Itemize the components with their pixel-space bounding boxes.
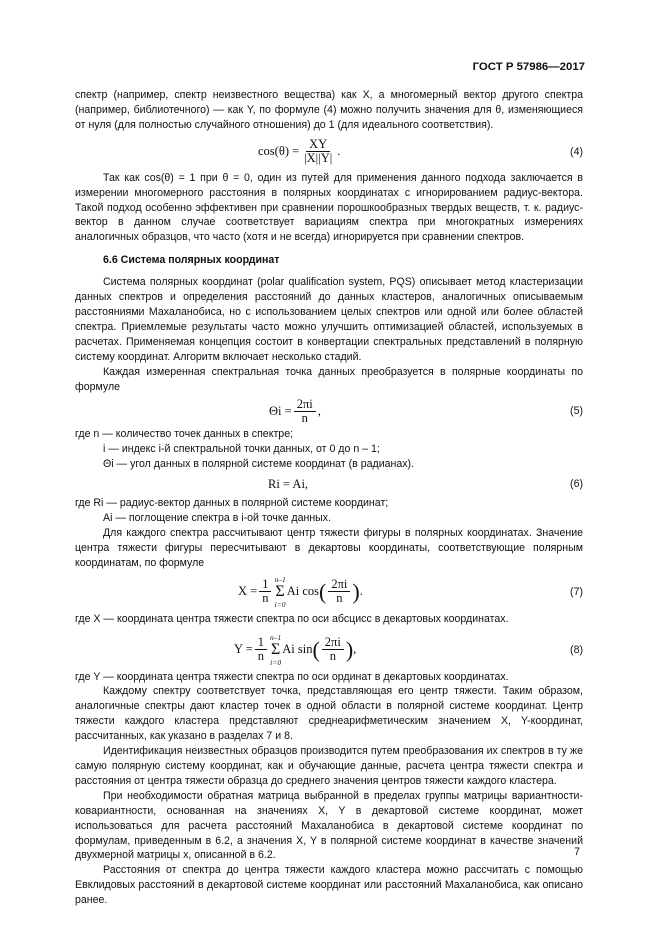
- paragraph-1: спектр (например, спектр неизвестного вещества) как X, а многомерный вектор другого спектра (например, библиотечного) — как Y, по формуле (4) можно получить значения для θ, изменяющиеся от нуля (для полностью случайного отношения) до 1 (для идеального соответствия).: [75, 89, 583, 131]
- paragraph-3: Система полярных координат (polar qualification system, PQS) описывает метод кластеризации данных спектров и определения расстояний до данных кластеров, аналогичных описываемым расстояниями Махаланобиса, но с использованием целых спектров или одной или более областей спектра. Приемлемые результаты часто можно улучшить оптимизацией областей, используемых в расчетах. Применяемая концепция состоит в конвертации спектральных представлений в полярную систему координат. Алгоритм включает несколько стадий.: [75, 276, 583, 363]
- formula-7-arg-den: n: [336, 591, 343, 606]
- where-6-line-2: Ai — поглощение спектра в i-ой точке данных.: [103, 512, 332, 525]
- formula-8-tail: ,: [353, 642, 357, 657]
- standard-header: ГОСТ Р 57986—2017: [472, 61, 585, 73]
- formula-6-number: (6): [570, 478, 583, 491]
- formula-8-sum: n–1 Σ i=0: [270, 632, 282, 667]
- formula-5-numerator: 2πi: [294, 398, 316, 412]
- formula-5: [75, 396, 583, 426]
- formula-8-arg-den: n: [329, 649, 336, 664]
- formula-7-sum-top: n–1: [274, 574, 286, 584]
- where-5-line-3: Θi — угол данных в полярной системе координат (в радианах).: [103, 458, 415, 471]
- formula-8-sum-bottom: i=0: [270, 657, 282, 667]
- formula-8-coef-den: n: [257, 649, 264, 664]
- paragraph-8: При необходимости обратная матрица выбранной в пределах группы матрицы вариантности-ковариантности, основанная на значениях X, Y в декартовой системе координат, может использоваться для расчета расстояний Махаланобиса в декартовой системе координат по формулам, приведенным в 6.2, а значения X, Y в полярной системе координат в качестве значений двухмерной матрицы x, описанной в 6.2.: [75, 789, 583, 862]
- paragraph-6: Каждому спектру соответствует точка, представляющая его центр тяжести. Таким образом, аналогичные спектры дают кластер точек в одной области в полярной системе координат. Центр тяжести каждого кластера представляют среднеарифметическим значением X, Y-координат, рассчитанных, как указано в разделах 7 и 8.: [75, 685, 583, 743]
- formula-7-arg-num: 2πi: [328, 578, 350, 592]
- formula-4-numerator: XY: [306, 138, 330, 152]
- formula-5-lhs: Θi =: [269, 403, 292, 418]
- section-heading: 6.6 Система полярных координат: [103, 254, 280, 267]
- formula-7: X = $\frac{1}{n}$ n–1 Σ i=0 Ai cos ( $\frac{2\pi i}{n}$ ) . (7): [238, 574, 583, 609]
- where-6-line-1: где Ri — радиус-вектор данных в полярной системе координат;: [75, 497, 389, 510]
- formula-7-sum: n–1 Σ i=0: [274, 574, 286, 609]
- page-body: [75, 0, 583, 908]
- formula-8-coef-num: 1: [255, 636, 267, 650]
- formula-5-tail: ,: [317, 403, 321, 418]
- paragraph-4: Каждая измеренная спектральная точка данных преобразуется в полярные координаты по формуле: [75, 365, 583, 393]
- where-8: где Y — координата центра тяжести спектра по оси ординат в декартовых координатах.: [75, 670, 509, 683]
- formula-6: [75, 472, 583, 496]
- formula-8-lhs: Y =: [234, 642, 253, 657]
- formula-4-tail: .: [337, 144, 341, 159]
- page-number: 7: [574, 846, 580, 858]
- where-7: где X — координата центра тяжести спектра по оси абсцисс в декартовых координатах.: [75, 612, 509, 625]
- formula-7-sum-bottom: i=0: [274, 599, 286, 609]
- formula-7-number: (7): [570, 585, 583, 598]
- formula-4-lhs: cos(θ) =: [258, 144, 300, 159]
- formula-5-number: (5): [570, 405, 583, 418]
- formula-8: Y = $\frac{1}{n}$ n–1 Σ i=0 Ai sin ( $\frac{2\pi i}{n}$ ) , (8): [234, 632, 583, 667]
- formula-6-expr: Ri = Ai,: [268, 476, 309, 491]
- paragraph-2: Так как cos(θ) = 1 при θ = 0, один из путей для применения данного подхода заключается в измерении многомерного расстояния в полярных координатах с игнорированием радиус-вектора. Такой подход особенно эффективен при сравнении порошкообразных твердых веществ, т. к. радиус-вектор в данном случае соответствует вариациям спектра при многократных измерениях аналогичных образцов, что часто (хотя и не всегда) игнорируется при сравнении спектров.: [75, 171, 583, 244]
- formula-8-term: Ai sin: [282, 642, 313, 657]
- where-5-line-1: где n — количество точек данных в спектре;: [75, 428, 294, 441]
- formula-5-denominator: n: [301, 410, 308, 425]
- formula-8-arg-num: 2πi: [322, 636, 344, 650]
- formula-7-term: Ai cos: [286, 584, 319, 599]
- paragraph-7: Идентификация неизвестных образцов производится путем преобразования их спектров в ту же самую полярную систему координат, как и обучающие данные, расчета центра тяжести спектра и расстояния от центра тяжести образца до среднего значения центров тяжести каждого кластера.: [75, 745, 583, 787]
- formula-8-sum-top: n–1: [270, 632, 282, 642]
- formula-4: [75, 137, 583, 167]
- formula-7-coef-num: 1: [259, 578, 271, 592]
- formula-7-lhs: X =: [238, 584, 258, 599]
- paragraph-9: Расстояния от спектра до центра тяжести каждого кластера можно рассчитать с помощью Евклидовых расстояний в декартовой системе координат или расстояний Махаланобиса, как описано ранее.: [75, 864, 583, 907]
- formula-4-number: (4): [570, 145, 583, 158]
- where-5-line-2: i — индекс i-й спектральной точки данных, от 0 до n – 1;: [103, 443, 380, 456]
- formula-7-coef-den: n: [262, 591, 269, 606]
- formula-8-number: (8): [570, 643, 583, 656]
- formula-7-tail: .: [359, 584, 363, 599]
- paragraph-5: Для каждого спектра рассчитывают центр тяжести фигуры в полярных координатах. Значение центра тяжести фигуры пересчитывают в декартовы координаты, соответствующие полярным координатам, по формуле: [75, 526, 583, 569]
- formula-4-denominator: |X||Y|: [304, 151, 333, 166]
